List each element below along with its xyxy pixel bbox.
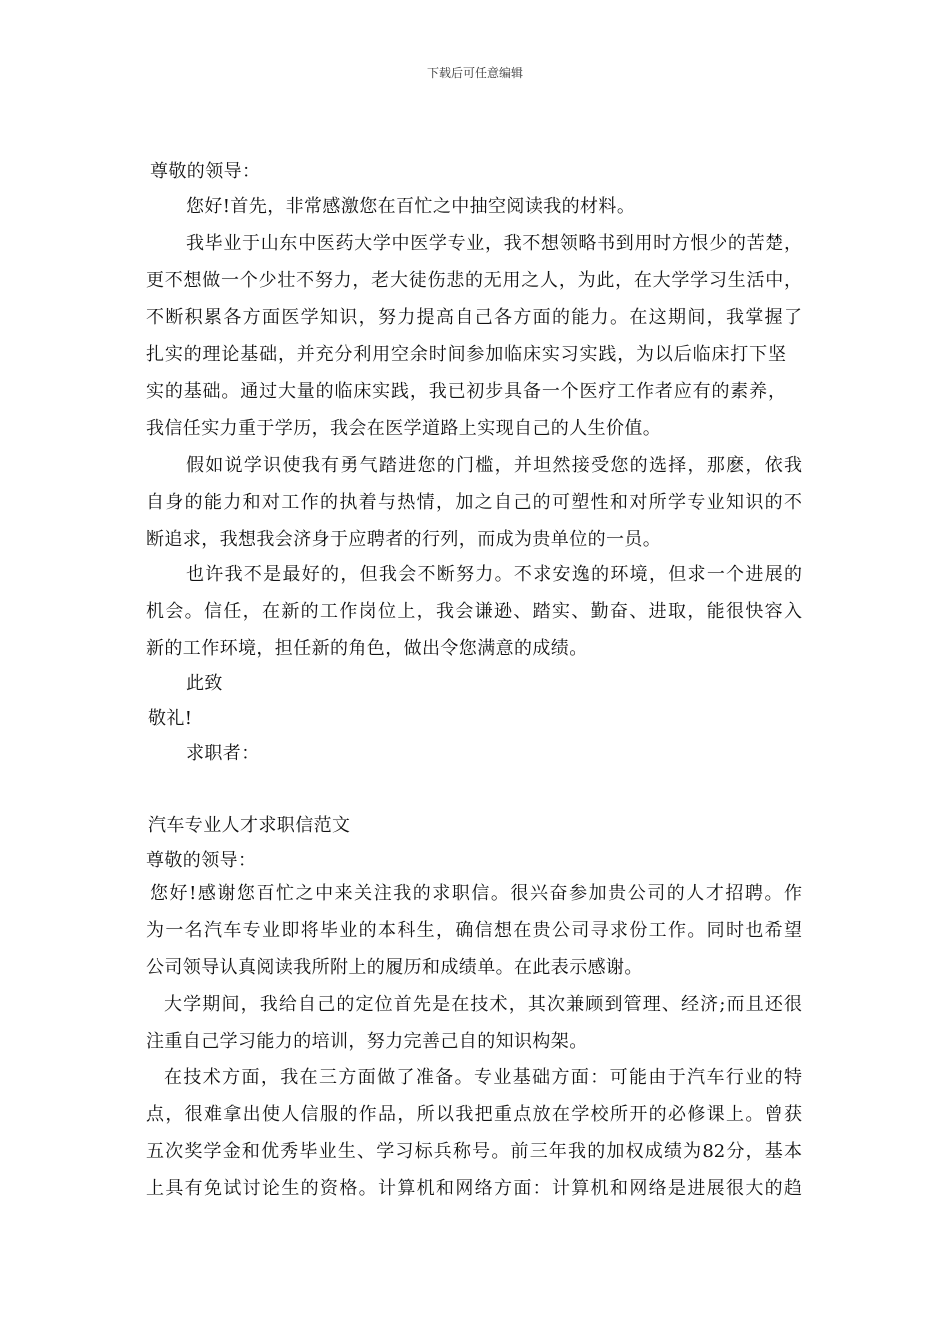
- letter1-line: 新的工作环境，担任新的角色，做出令您满意的成绩。: [146, 638, 588, 659]
- letter1-line: 我毕业于山东中医药大学中医学专业，我不想领略书到用时方恨少的苦楚，: [186, 233, 802, 254]
- letter2-line: 大学期间，我给自己的定位首先是在技术，其次兼顾到管理、经济;而且还很: [164, 994, 802, 1015]
- letter1-line: 实的基础。通过大量的临床实践，我已初步具备一个医疗工作者应有的素养，: [146, 381, 786, 402]
- letter2-line: 注重自己学习能力的培训，努力完善己自的知识构架。: [146, 1031, 588, 1052]
- letter1-signature: 求职者：: [186, 743, 260, 764]
- letter1-closing-jing-li: 敬礼!: [148, 708, 193, 729]
- letter2-line: 点，很难拿出使人信服的作品，所以我把重点放在学校所开的必修课上。曾获: [146, 1104, 802, 1125]
- letter2-line: 五次奖学金和优秀毕业生、学习标兵称号。前三年我的加权成绩为82分，基本: [146, 1141, 802, 1162]
- letter2-salutation: 尊敬的领导：: [146, 850, 257, 871]
- page-header-note: 下载后可任意编辑: [426, 66, 523, 80]
- letter1-line: 机会。信任，在新的工作岗位上，我会谦逊、踏实、勤奋、进取，能很快容入: [146, 601, 802, 622]
- letter2-line: 公司领导认真阅读我所附上的履历和成绩单。在此表示感谢。: [146, 957, 643, 978]
- letter1-closing-ci-zhi: 此致: [186, 673, 223, 694]
- letter1-line: 我信任实力重于学历，我会在医学道路上实现自己的人生价值。: [146, 418, 662, 439]
- letter1-line: 您好!首先，非常感激您在百忙之中抽空阅读我的材料。: [186, 196, 636, 217]
- letter2-line: 为一名汽车专业即将毕业的本科生，确信想在贵公司寻求份工作。同时也希望: [146, 920, 802, 941]
- letter2-line: 您好!感谢您百忙之中来关注我的求职信。很兴奋参加贵公司的人才招聘。作: [150, 883, 802, 904]
- letter1-line: 更不想做一个少壮不努力，老大徒伤悲的无用之人，为此，在大学学习生活中，: [146, 270, 802, 291]
- letter2-title: 汽车专业人才求职信范文: [148, 815, 351, 836]
- letter1-line: 也许我不是最好的，但我会不断努力。不求安逸的环境，但求一个进展的: [186, 564, 802, 585]
- letter1-line: 自身的能力和对工作的执着与热情，加之自己的可塑性和对所学专业知识的不: [146, 492, 802, 513]
- letter1-line: 扎实的理论基础，并充分利用空余时间参加临床实习实践，为以后临床打下坚: [146, 344, 786, 365]
- letter2-line: 上具有免试讨论生的资格。计算机和网络方面：计算机和网络是进展很大的趋: [146, 1178, 802, 1199]
- letter1-line: 假如说学识使我有勇气踏进您的门槛，并坦然接受您的选择，那麽，依我: [186, 455, 802, 476]
- letter1-line: 断追求，我想我会济身于应聘者的行列，而成为贵单位的一员。: [146, 529, 662, 550]
- letter2-line: 在技术方面，我在三方面做了准备。专业基础方面：可能由于汽车行业的特: [164, 1067, 802, 1088]
- letter1-salutation: 尊敬的领导：: [150, 161, 261, 182]
- letter1-line: 不断积累各方面医学知识，努力提高自己各方面的能力。在这期间，我掌握了: [146, 307, 802, 328]
